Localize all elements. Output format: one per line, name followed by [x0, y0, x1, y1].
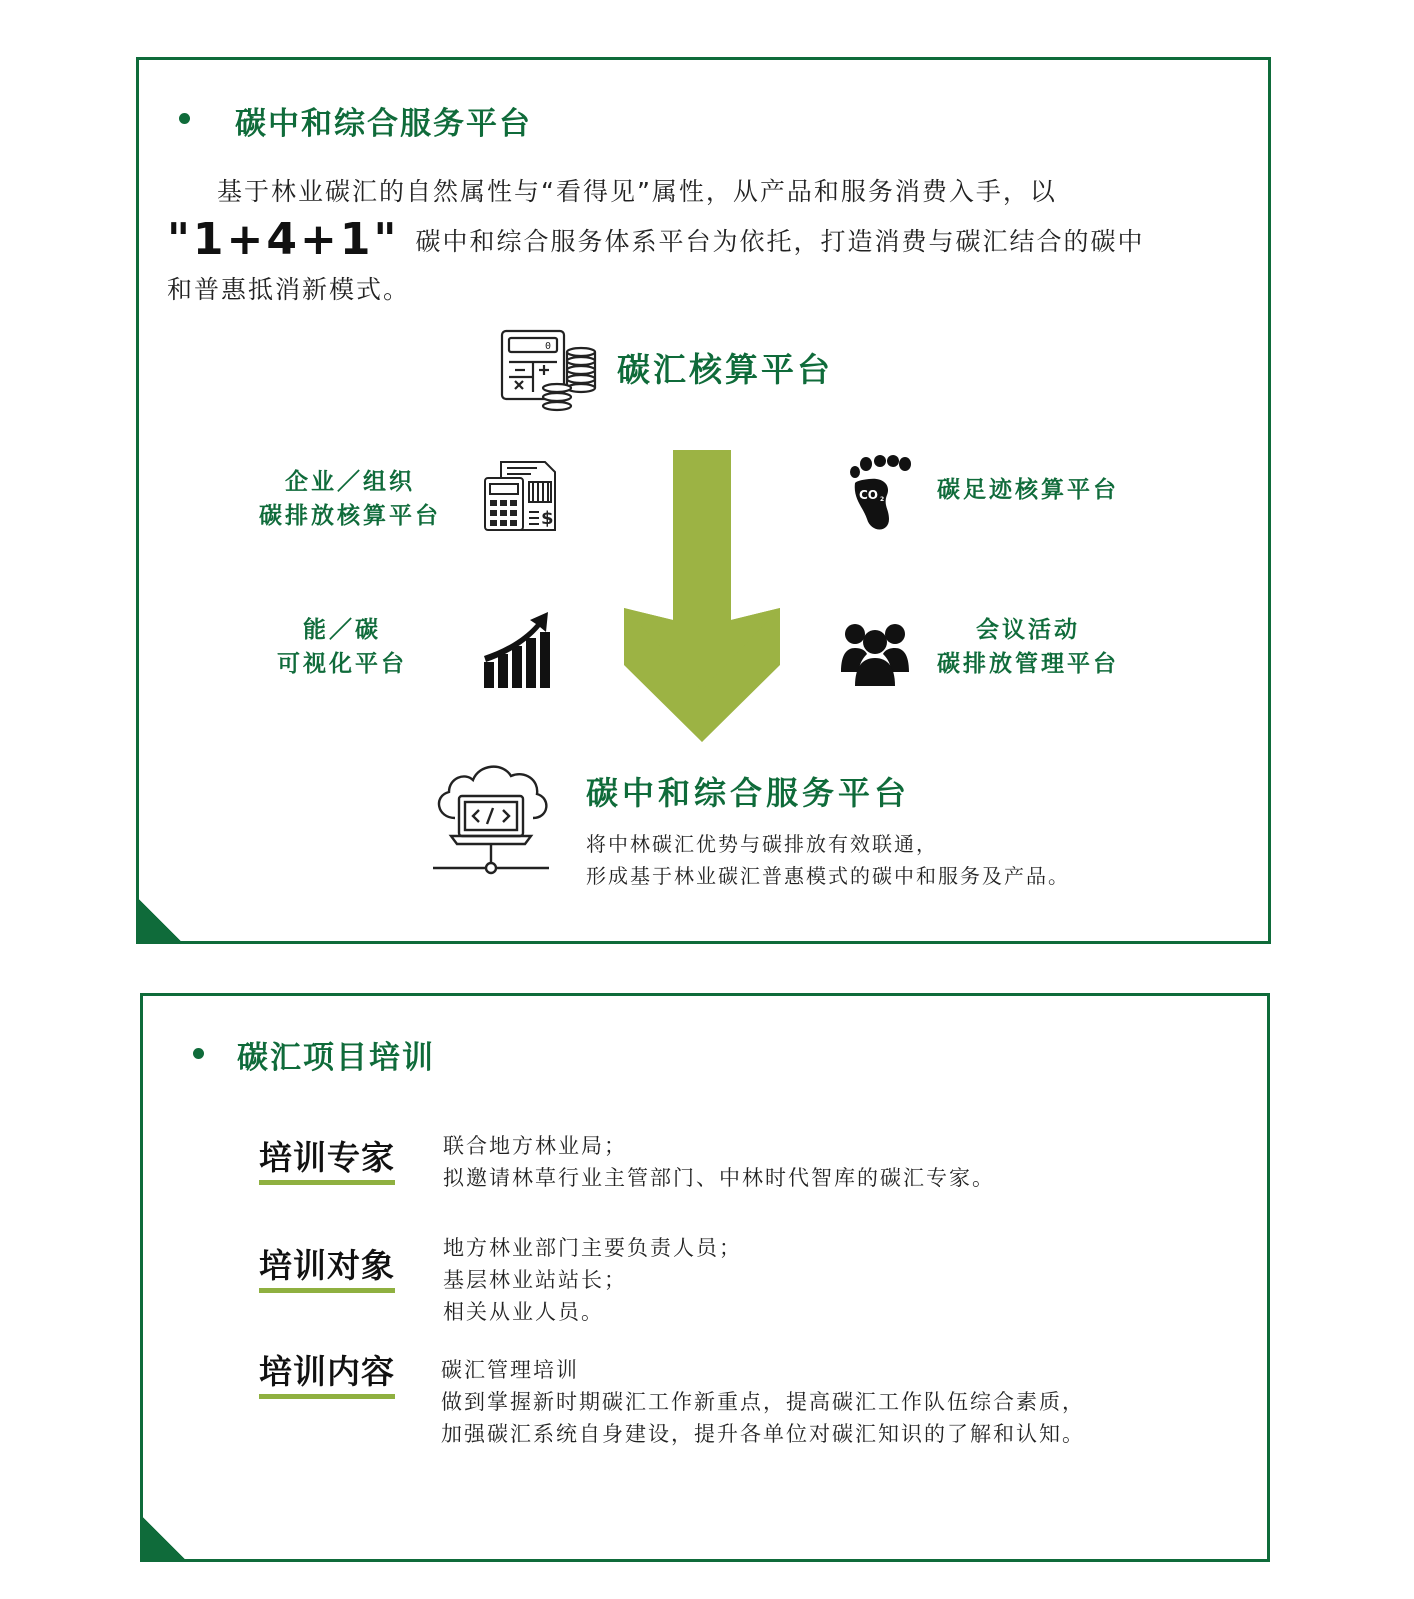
svg-text:CO: CO [859, 488, 879, 502]
cloud-computing-icon [431, 760, 551, 882]
section-title: 碳中和综合服务平台 [235, 106, 532, 142]
intro-line-2: "1+4+1" 碳中和综合服务体系平台为依托，打造消费与碳汇结合的碳中 [167, 214, 1145, 265]
top-platform-label: 碳汇核算平台 [617, 350, 833, 389]
enterprise-carbon-platform: 企业／组织 碳排放核算平台 [259, 469, 441, 529]
svg-text:0: 0 [545, 341, 552, 352]
folded-corner-decoration [136, 896, 184, 944]
folded-corner-decoration [140, 1514, 188, 1562]
downward-arrow [622, 450, 782, 745]
service-platform-card [136, 57, 1271, 944]
section-title: 碳汇项目培训 [237, 1040, 435, 1076]
training-content-details: 碳汇管理培训 做到掌握新时期碳汇工作新重点，提高碳汇工作队伍综合素质， 加强碳汇系统自身建设，提升各单位对碳汇知识的了解和认知。 [441, 1358, 1085, 1446]
people-group-icon [841, 620, 909, 688]
calculator-coins-icon [499, 328, 597, 412]
carbon-footprint-platform: 碳足迹核算平台 [937, 477, 1119, 503]
accounting-documents-icon [481, 458, 559, 534]
training-content-label: 培训内容 [259, 1352, 395, 1399]
training-audience-label: 培训对象 [259, 1246, 395, 1293]
svg-text:2: 2 [880, 496, 885, 503]
intro-line-3: 和普惠抵消新模式。 [167, 275, 411, 304]
formula-highlight: "1+4+1" [167, 214, 400, 265]
training-audience-details: 地方林业部门主要负责人员； 基层林业站站长； 相关从业人员。 [443, 1236, 742, 1324]
growth-bar-chart-icon [482, 610, 552, 690]
hub-description: 将中林碳汇优势与碳排放有效联通， 形成基于林业碳汇普惠模式的碳中和服务及产品。 [586, 832, 1070, 888]
intro-paragraph [167, 168, 1167, 314]
section-bullet [179, 113, 190, 124]
intro-line-1: 基于林业碳汇的自然属性与“看得见”属性，从产品和服务消费入手，以 [217, 177, 1057, 206]
training-experts-label: 培训专家 [259, 1138, 395, 1185]
meeting-event-carbon-platform: 会议活动 碳排放管理平台 [937, 617, 1119, 677]
co2-footprint-icon [847, 453, 911, 533]
training-card [140, 993, 1270, 1562]
hub-title: 碳中和综合服务平台 [586, 774, 911, 812]
training-experts-details: 联合地方林业局； 拟邀请林草行业主管部门、中林时代智库的碳汇专家。 [443, 1134, 995, 1190]
section-bullet [193, 1048, 204, 1059]
energy-carbon-visual-platform: 能／碳 可视化平台 [277, 617, 407, 677]
svg-text:$: $ [541, 508, 554, 529]
